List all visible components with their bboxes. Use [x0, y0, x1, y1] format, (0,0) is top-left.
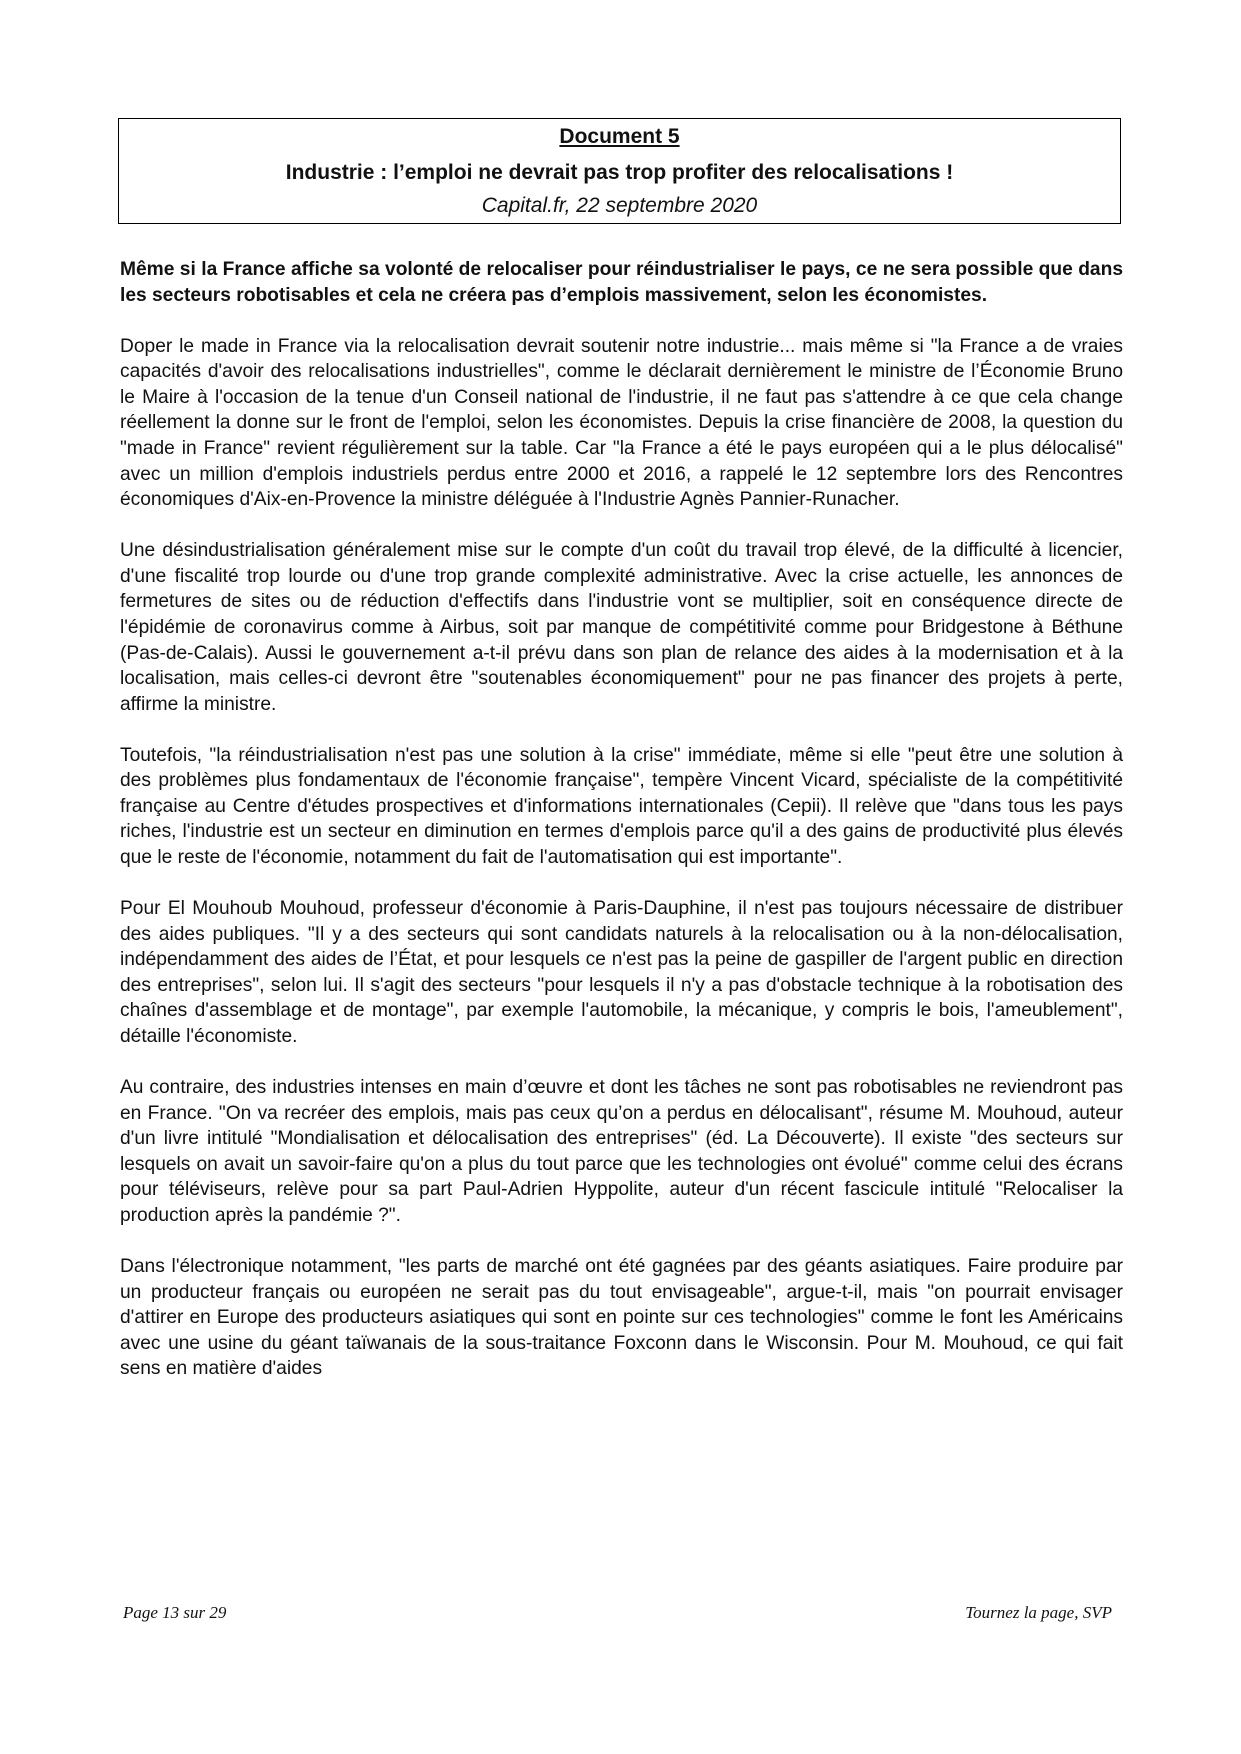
- document-header-box: [118, 118, 1121, 224]
- article-paragraph: Doper le made in France via la relocalisation devrait soutenir notre industrie... mais même si "la France a de vraies capacités d'avoir des relocalisations industrielles", comme le déclarait dernièrement le ministre de l’Économie Bruno le Maire à l'occasion de la tenue d'un Conseil national de l'industrie, il ne faut pas s'attendre à ce que cela change réellement la donne sur le front de l'emploi, selon les économistes. Depuis la crise financière de 2008, la question du "made in France" revient régulièrement sur la table. Car "la France a été le pays européen qui a le plus délocalisé" avec un million d'emplois industriels perdus entre 2000 et 2016, a rappelé le 12 septembre lors des Rencontres économiques d'Aix-en-Provence la ministre déléguée à l'Industrie Agnès Pannier-Runacher.: [120, 335, 1123, 511]
- page-number: Page 13 sur 29: [123, 1603, 227, 1622]
- article-source: Capital.fr, 22 septembre 2020: [481, 194, 758, 217]
- article-paragraph: Une désindustrialisation généralement mise sur le compte d'un coût du travail trop élevé, de la difficulté à licencier, d'une fiscalité trop lourde ou d'une trop grande complexité administrative. Avec la crise actuelle, les annonces de fermetures de sites ou de réduction d'effectifs dans l'industrie vont se multiplier, soit en conséquence directe de l'épidémie de coronavirus comme à Airbus, soit par manque de compétitivité comme pour Bridgestone à Béthune (Pas-de-Calais). Aussi le gouvernement a-t-il prévu dans son plan de relance des aides à la modernisation et à la localisation, mais celles-ci devront être "soutenables économiquement" pour ne pas financer des projets à perte, affirme la ministre.: [120, 540, 1123, 715]
- turn-page-note: Tournez la page, SVP: [965, 1603, 1112, 1622]
- article-paragraph: Pour El Mouhoub Mouhoud, professeur d'économie à Paris-Dauphine, il n'est pas toujours nécessaire de distribuer des aides publiques. "Il y a des secteurs qui sont candidats naturels à la relocalisation ou à la non-délocalisation, indépendamment des aides de l’État, et pour lesquels ce n'est pas la peine de gaspiller de l'argent public en direction des entreprises", selon lui. Il s'agit des secteurs "pour lesquels il n'y a pas d'obstacle technique à la robotisation des chaînes d'assemblage et de montage", par exemple l'automobile, la mécanique, y compris le bois, l'ameublement", détaille l'économiste.: [120, 898, 1123, 1047]
- article-paragraph: Toutefois, "la réindustrialisation n'est pas une solution à la crise" immédiate, même si elle "peut être une solution à des problèmes plus fondamentaux de l'économie française", tempère Vincent Vicard, spécialiste de la compétitivité française au Centre d'études prospectives et d'informations internationales (Cepii). Il relève que "dans tous les pays riches, l'industrie est un secteur en diminution en termes d'emplois parce qu'il a des gains de productivité plus élevés que le reste de l'économie, notamment du fait de l'automatisation qui est importante".: [120, 744, 1123, 869]
- article-paragraph: Au contraire, des industries intenses en main d’œuvre et dont les tâches ne sont pas robotisables ne reviendront pas en France. "On va recréer des emplois, mais pas ceux qu’on a perdus en délocalisant", résume M. Mouhoud, auteur d'un livre intitulé "Mondialisation et délocalisation des entreprises" (éd. La Découverte). Il existe "des secteurs sur lesquels on avait un savoir-faire qu'on a plus du tout parce que les technologies ont évolué" comme celui des écrans pour téléviseurs, relève pour sa part Paul-Adrien Hyppolite, auteur d'un récent fascicule intitulé "Relocaliser la production après la pandémie ?".: [120, 1076, 1123, 1226]
- article-body: [120, 257, 1123, 1407]
- document-number: Document 5: [559, 125, 680, 148]
- article-title: Industrie : l’emploi ne devrait pas trop profiter des relocalisations !: [285, 161, 954, 184]
- article-paragraph: Dans l'électronique notamment, "les parts de marché ont été gagnées par des géants asiatiques. Faire produire par un producteur français ou européen ne serait pas du tout envisageable", argue-t-il, mais "on pourrait envisager d'attirer en Europe des producteurs asiatiques qui sont en pointe sur ces technologies" comme le font les Américains avec une usine du géant taïwanais de la sous-traitance Foxconn dans le Wisconsin. Pour M. Mouhoud, ce qui fait sens en matière d'aides: [120, 1255, 1123, 1380]
- article-lead: Même si la France affiche sa volonté de relocaliser pour réindustrialiser le pays, ce ne sera possible que dans les secteurs robotisables et cela ne créera pas d’emplois massivement, selon les économistes.: [120, 259, 1123, 306]
